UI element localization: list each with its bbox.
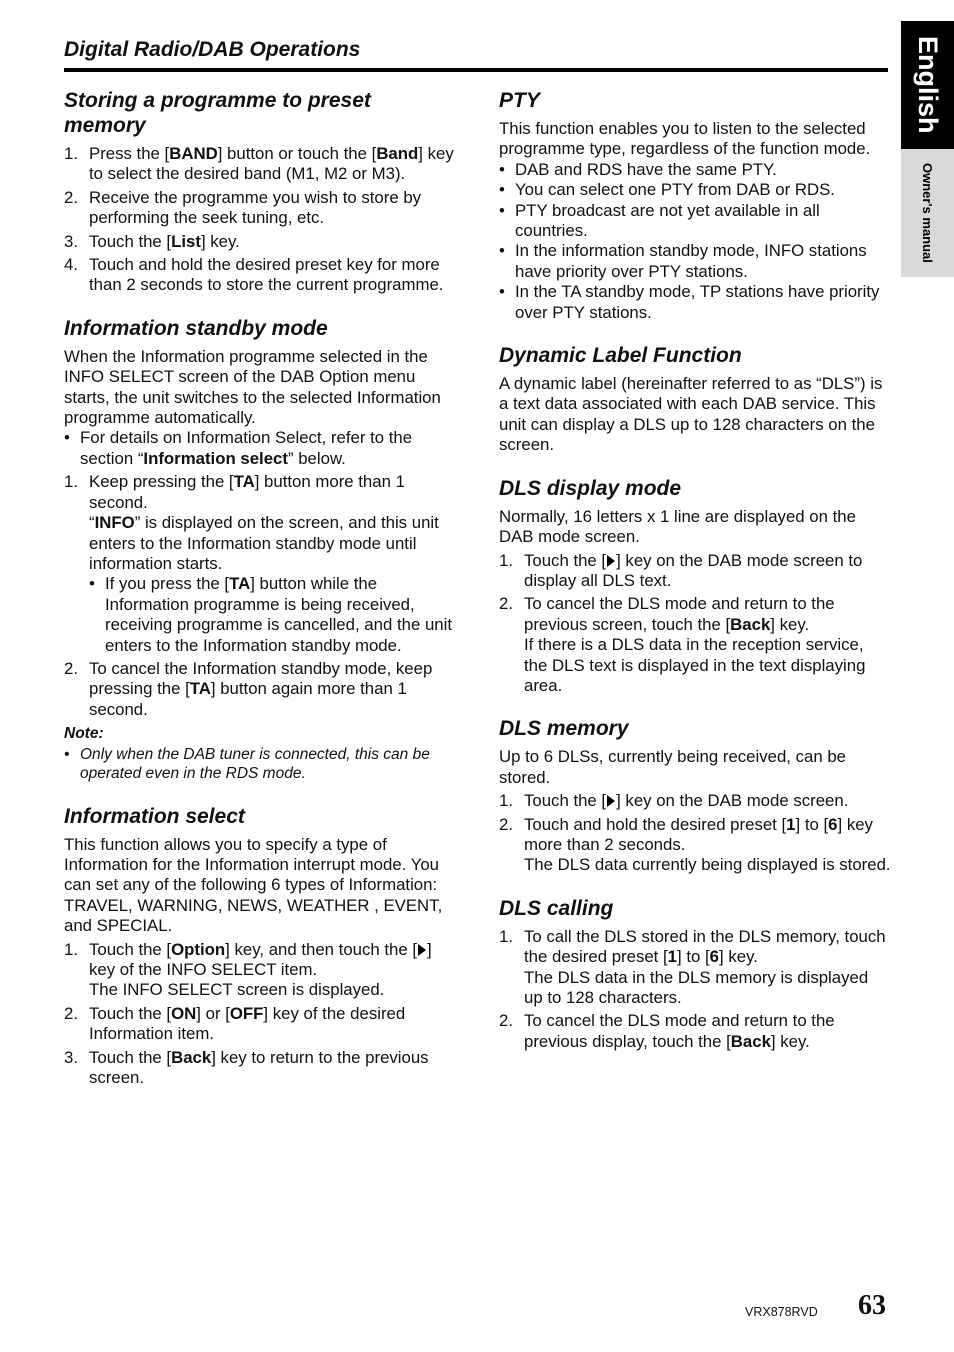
section-title: DLS display mode [499,476,682,500]
step-text: ] to [ [795,814,829,834]
step-text: To cancel the Information standby mode, keep pressing the [ [89,658,433,699]
step-text: ] key of the INFO SELECT item. [89,939,432,979]
display-label: INFO [94,513,135,533]
key-label: ON [171,1003,197,1023]
step-text: The DLS data currently being displayed is stored. [524,855,891,875]
section-title: Dynamic Label Function [499,344,742,368]
bullet-list [64,428,454,469]
note-text: Only when the DAB tuner is connected, this can be operated even in the RDS mode. [80,745,430,783]
step-text: ] key to return to the previous screen. [89,1047,429,1088]
steps-list [499,791,891,876]
model-number: VRX878RVD [745,1305,818,1319]
section-dls-display [499,476,891,697]
spacer [499,323,891,343]
key-label: BAND [169,144,218,163]
bullet-icon: • [499,241,505,261]
list-item [64,144,454,185]
key-label: 1 [786,814,796,834]
list-item [499,160,891,180]
step-text: To cancel the DLS mode and return to the previous display, touch the [ [524,1011,835,1051]
bullet-text: In the information standby mode, INFO stations have priority over PTY stations. [515,241,867,281]
spacer [499,696,891,716]
right-arrow-icon [418,944,426,956]
sub-bullet [89,574,454,656]
step-text: “ [89,513,95,533]
step-number: 1. [64,472,78,492]
bullet-text: ] button while the Information programme is being received, receiving programme is cancelled, and the unit enters to the Information standby mode. [105,574,452,655]
paragraph: This function enables you to listen to the selected programme type, regardless of the function mode. [499,119,871,159]
step-text: ] key on the DAB mode screen. [616,791,849,811]
paragraph: Up to 6 DLSs, currently being received, can be stored. [499,747,846,787]
key-label: TA [189,679,211,699]
list-item [499,1011,891,1052]
step-text: ] key of the desired Information item. [89,1003,406,1044]
bullet-icon: • [64,428,70,448]
list-item [64,255,454,296]
section-dls-calling [499,896,891,1052]
section-title: Information standby mode [64,316,328,340]
spacer [64,784,454,804]
section-title: Storing a programme to preset memory [64,89,371,137]
header-rule [64,68,888,72]
manual-tab [901,149,954,277]
paragraph: TRAVEL, WARNING, NEWS, WEATHER , EVENT, and SPECIAL. [64,895,443,936]
step-number: 2. [64,1003,78,1023]
section-pty [499,88,891,323]
list-item [499,241,891,282]
list-item [499,927,891,1009]
key-label: OFF [229,1003,264,1023]
step-text: ] key. [770,614,810,634]
steps-list [64,940,454,1089]
language-tab-label: English [913,36,943,134]
bullet-text: If you press the [ [105,574,230,594]
step-number: 2. [64,658,78,678]
section-storing-preset [64,88,454,296]
section-reference: Information select [143,448,288,468]
bullet-icon: • [499,159,505,179]
spacer [64,296,454,316]
step-text: ] key, and then touch the [ [225,939,418,959]
list-item [64,232,454,252]
list-item [64,1004,454,1045]
section-info-select [64,804,454,1089]
step-text: To cancel the DLS mode and return to the previous screen, touch the [ [524,594,835,634]
list-item [64,659,454,720]
list-item [64,472,454,656]
step-text: Receive the programme you wish to store by performing the seek tuning, etc. [89,187,422,228]
step-text: ] to [ [677,947,710,967]
section-dynamic-label [499,343,891,456]
step-text: ] button again more than 1 second. [89,679,407,719]
key-label: TA [233,472,255,492]
bullet-icon: • [499,200,505,220]
list-item [499,815,891,876]
right-arrow-icon [607,555,615,567]
step-number: 2. [499,814,513,834]
steps-list [499,551,891,697]
list-item [64,940,454,1001]
bullet-text: DAB and RDS have the same PTY. [515,159,777,179]
step-text: The INFO SELECT screen is displayed. [89,980,385,1000]
key-label: Back [730,1031,771,1051]
list-item [499,551,891,592]
paragraph: This function allows you to specify a type of Information for the Information interrupt mode. You can set any of the following 6 types of Information: [64,834,439,895]
key-label: TA [229,574,251,594]
key-label: Band [376,144,419,163]
bullet-list [499,160,891,323]
section-info-standby [64,316,454,784]
step-number: 1. [499,791,513,811]
page-header-title: Digital Radio/DAB Operations [64,38,361,61]
step-text: ] key more than 2 seconds. [524,814,873,854]
note-item [64,745,454,784]
key-label: Back [171,1047,212,1067]
step-text: The DLS data in the DLS memory is displayed up to 128 characters. [524,967,869,1007]
step-text: Touch and hold the desired preset [ [524,814,787,834]
step-number: 3. [64,1047,78,1067]
step-number: 4. [64,255,78,275]
language-tab [901,21,954,149]
step-text: ] key. [200,231,240,251]
step-text: Touch the [ [524,791,607,811]
paragraph: Normally, 16 letters x 1 line are displayed on the DAB mode screen. [499,506,856,547]
bullet-icon: • [499,282,505,302]
step-number: 1. [64,939,78,959]
list-item [499,594,891,696]
step-text: Keep pressing the [ [89,472,234,492]
bullet-icon: • [64,745,70,763]
step-text: ” is displayed on the screen, and this unit enters to the Information standby mode until information starts. [89,513,439,573]
right-column [499,88,891,1052]
step-text: Touch the [ [89,1003,172,1023]
list-item [499,180,891,200]
step-text: If there is a DLS data in the reception service, the DLS text is displayed in the text displaying area. [524,635,866,695]
step-text: Touch the [ [89,1047,172,1067]
steps-list [64,144,454,296]
bullet-text: ” below. [287,448,346,468]
step-text: Touch and hold the desired preset key for more than 2 seconds to store the current programme. [89,255,444,295]
paragraph: A dynamic label (hereinafter referred to as “DLS”) is a text data associated with each DAB service. This unit can display a DLS up to 128 characters on the screen. [499,374,883,455]
left-column [64,88,454,1088]
page-number: 63 [858,1290,886,1321]
step-number: 1. [499,550,513,570]
paragraph: When the Information programme selected in the INFO SELECT screen of the DAB Option menu starts, the unit switches to the selected Information programme automatically. [64,346,441,428]
step-text: Touch the [ [89,939,172,959]
step-number: 3. [64,231,78,251]
step-number: 2. [499,1011,513,1031]
key-label: 1 [667,947,678,967]
steps-list [499,927,891,1052]
bullet-icon: • [499,180,505,200]
step-text: ] key. [770,1031,810,1051]
step-number: 2. [64,187,78,207]
step-number: 2. [499,594,513,614]
key-label: 6 [709,947,720,967]
list-item [64,188,454,229]
step-text: Touch the [ [89,231,172,251]
step-text: ] key. [719,947,758,967]
spacer [499,876,891,896]
bullet-text: In the TA standby mode, TP stations have priority over PTY stations. [515,282,880,322]
section-title: DLS memory [499,717,629,741]
step-text: ] key on the DAB mode screen to display all DLS text. [524,550,863,590]
spacer [499,456,891,476]
list-item [499,201,891,242]
step-number: 1. [499,926,513,946]
bullet-icon: • [89,574,95,594]
step-text: ] or [ [196,1003,230,1023]
step-number: 1. [64,144,78,163]
bullet-text: For details on Information Select, refer to the section “ [80,428,413,468]
list-item [64,1048,454,1089]
step-text: To call the DLS stored in the DLS memory, touch the desired preset [ [524,926,886,967]
section-title: PTY [499,89,540,112]
key-label: Back [730,614,771,634]
bullet-text: PTY broadcast are not yet available in all countries. [515,200,820,241]
step-text: Touch the [ [524,550,607,570]
section-title: DLS calling [499,896,614,920]
list-item [64,428,454,469]
section-dls-memory [499,716,891,875]
manual-tab-label: Owner's manual [920,163,935,263]
step-text: Press the [ [89,144,170,163]
note-heading: Note: [64,725,104,743]
key-label: Option [171,939,226,959]
list-item [499,791,891,811]
key-label: List [171,231,201,251]
step-text: ] button more than 1 second. [89,472,405,512]
list-item [499,282,891,323]
key-label: 6 [828,814,838,834]
steps-list [64,472,454,720]
bullet-text: You can select one PTY from DAB or RDS. [515,180,835,200]
step-text: ] key to select the desired band (M1, M2 or M3). [89,144,454,184]
section-title: Information select [64,804,245,828]
step-text: ] button or touch the [ [217,144,377,163]
right-arrow-icon [607,795,615,807]
